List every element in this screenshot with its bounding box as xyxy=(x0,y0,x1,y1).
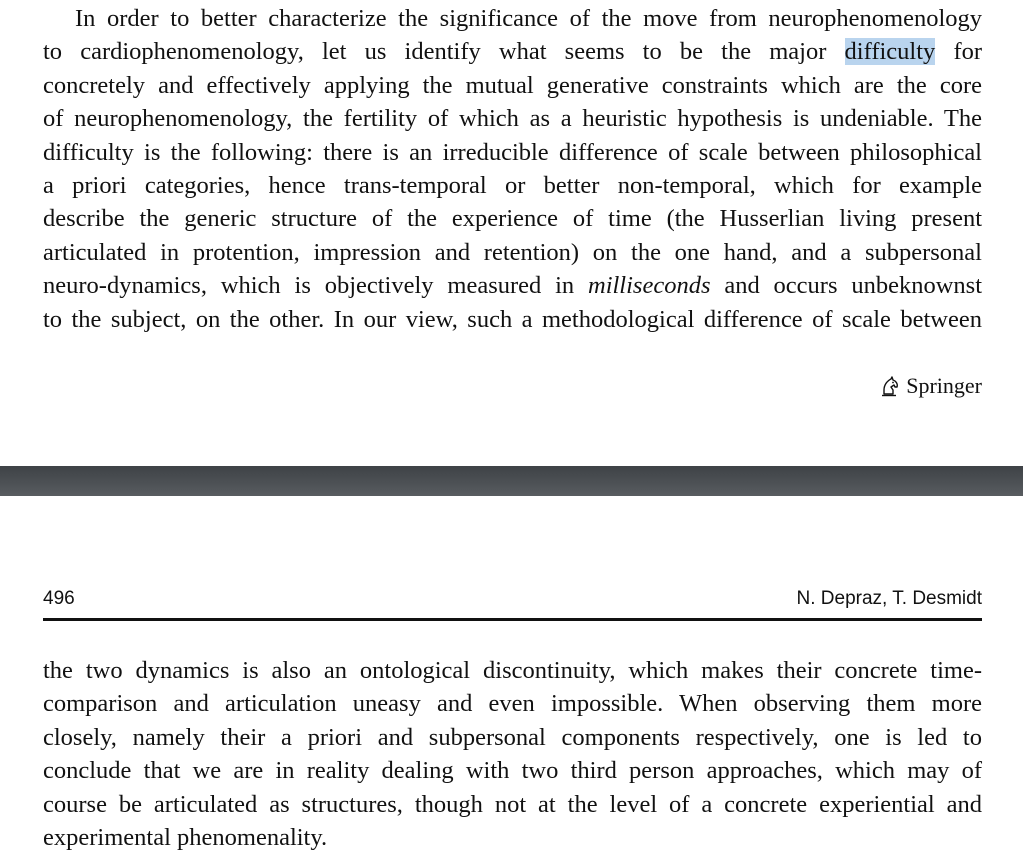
italic-term: milliseconds xyxy=(588,272,711,300)
text-line: a priori categories, hence trans-temporal or better non-temporal, which for example xyxy=(43,172,982,200)
text-line: conclude that we are in reality dealing with two third person approaches, which may of xyxy=(43,757,982,785)
text-line: of neurophenomenology, the fertility of which as a heuristic hypothesis is undeniable. The xyxy=(43,105,982,133)
text-line: the two dynamics is also an ontological discontinuity, which makes their concrete time- xyxy=(43,657,982,684)
text-line: difficulty is the following: there is an irreducible difference of scale between philosophical xyxy=(43,138,982,166)
highlighted-word[interactable]: difficulty xyxy=(844,38,936,66)
text-line: articulated in protention, impression and retention) on the one hand, and a subpersonal xyxy=(43,238,982,266)
page-number: 496 xyxy=(43,588,75,609)
text-line: comparison and articulation uneasy and even impossible. When observing them more xyxy=(43,690,982,718)
running-header xyxy=(43,588,982,612)
publisher-logo xyxy=(879,373,982,399)
text-line: to cardiophenomenology, let us identify what seems to be the major difficulty for xyxy=(43,38,983,66)
text-line: closely, namely their a priori and subpersonal components respectively, one is led to xyxy=(43,723,982,751)
text-line: to the subject, on the other. In our view, such a methodological difference of scale between xyxy=(43,305,982,333)
pdf-page-bottom xyxy=(0,496,1023,855)
text-line: In order to better characterize the significance of the move from neurophenomenology xyxy=(75,5,982,32)
text-line: concretely and effectively applying the mutual generative constraints which are the core xyxy=(43,71,982,99)
page-separator xyxy=(0,466,1023,496)
body-paragraph xyxy=(43,2,982,336)
text-line: neuro-dynamics, which is objectively measured in milliseconds and occurs unbeknownst xyxy=(43,272,982,300)
text-line: experimental phenomenality. xyxy=(43,824,328,852)
springer-knight-icon xyxy=(879,375,901,397)
text-line: course be articulated as structures, though not at the level of a concrete experiential and xyxy=(43,790,982,818)
header-rule xyxy=(43,618,982,621)
running-head-authors: N. Depraz, T. Desmidt xyxy=(796,588,982,609)
body-paragraph xyxy=(43,654,982,854)
text-line: describe the generic structure of the experience of time (the Husserlian living present xyxy=(43,205,982,233)
publisher-name: Springer xyxy=(906,373,982,398)
